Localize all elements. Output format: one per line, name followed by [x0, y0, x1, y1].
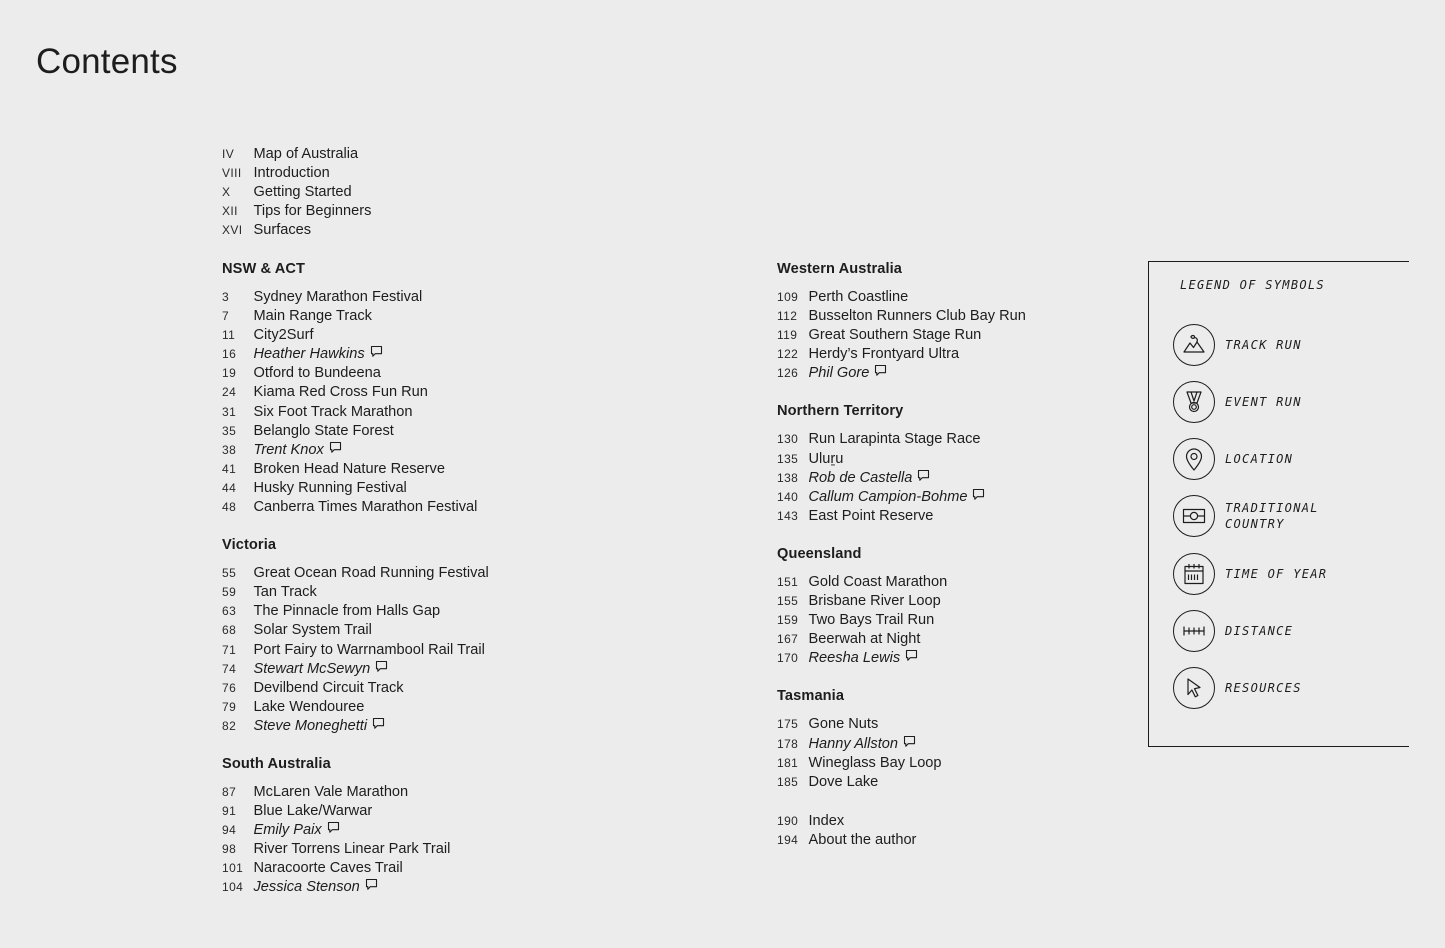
page-number: XVI [222, 223, 243, 238]
speech-bubble-icon [372, 717, 385, 730]
speech-bubble-icon [365, 878, 378, 891]
entry-title: Introduction [253, 165, 330, 182]
page-number: 38 [222, 442, 237, 457]
toc-entry[interactable] [222, 183, 371, 202]
entry-title: Six Foot Track Marathon [253, 403, 413, 420]
page-number: 98 [222, 842, 237, 857]
interview-name: Steve Moneghetti [253, 717, 368, 734]
page-number: 48 [222, 500, 237, 515]
speech-bubble-icon [327, 821, 340, 834]
legend-item [1173, 379, 1335, 425]
toc-entry[interactable] [222, 422, 489, 441]
entry-title: Getting Started [253, 184, 352, 201]
toc-entry[interactable] [222, 383, 489, 402]
interview-name: Heather Hawkins [253, 346, 365, 363]
toc-entry[interactable] [777, 488, 1026, 507]
page-number: 181 [777, 755, 799, 770]
page-number: 16 [222, 347, 237, 362]
toc-section [222, 535, 489, 736]
mountain-icon [1173, 324, 1215, 366]
entry-title: Port Fairy to Warrnambool Rail Trail [253, 641, 485, 658]
interview-name: Stewart McSewyn [253, 660, 371, 677]
legend-item [1173, 493, 1335, 539]
page-number: XII [222, 204, 238, 219]
toc-entry[interactable] [222, 840, 489, 859]
entry-title: Husky Running Festival [253, 479, 407, 496]
page-number: 130 [777, 432, 799, 447]
page-number: 44 [222, 480, 237, 495]
entry-title: Blue Lake/Warwar [253, 803, 373, 820]
entry-title: Devilbend Circuit Track [253, 679, 404, 696]
toc-entry[interactable] [777, 573, 1026, 592]
section-heading: Western Australia [777, 261, 902, 277]
page-number: 104 [222, 880, 244, 895]
page-number: 31 [222, 404, 237, 419]
entry-title: Uluṟu [808, 450, 844, 467]
page-number: 122 [777, 347, 799, 362]
interview-name: Hanny Allston [808, 735, 899, 752]
entry-title: Great Ocean Road Running Festival [253, 565, 489, 582]
page-number: 87 [222, 784, 237, 799]
toc-entry[interactable] [777, 831, 1026, 850]
page-number: 79 [222, 699, 237, 714]
toc-entry[interactable] [777, 592, 1026, 611]
interview-name: Callum Campion-Bohme [808, 488, 968, 505]
legend-label: TRADITIONAL COUNTRY [1225, 501, 1319, 531]
toc-entry[interactable] [777, 450, 1026, 469]
section-heading: NSW & ACT [222, 261, 306, 277]
entry-title: Lake Wendouree [253, 698, 365, 715]
entry-title: Belanglo State Forest [253, 422, 394, 439]
toc-entry[interactable] [777, 307, 1026, 326]
toc-entry[interactable] [222, 802, 489, 821]
page-number: 55 [222, 566, 237, 581]
page-number: 74 [222, 661, 237, 676]
page-number: 19 [222, 366, 237, 381]
page-number: 143 [777, 508, 799, 523]
speech-bubble-icon [917, 469, 930, 482]
medal-icon [1173, 381, 1215, 423]
page-number: 82 [222, 718, 237, 733]
toc-entry[interactable] [222, 326, 489, 345]
toc-entry[interactable] [222, 403, 489, 422]
toc-entry[interactable] [777, 715, 1026, 734]
speech-bubble-icon [972, 488, 985, 501]
page-number: 71 [222, 642, 237, 657]
page-number: 151 [777, 574, 799, 589]
legend-title: LEGEND OF SYMBOLS [1180, 278, 1325, 292]
entry-title: Great Southern Stage Run [808, 327, 982, 344]
toc-entry[interactable] [777, 649, 1026, 668]
page-number: 91 [222, 804, 237, 819]
page-number: 11 [222, 328, 236, 343]
page-number: 170 [777, 651, 799, 666]
toc-entry[interactable] [222, 783, 489, 802]
toc-entry[interactable] [777, 812, 1026, 831]
page-number: 3 [222, 290, 230, 304]
entry-title: Run Larapinta Stage Race [808, 431, 981, 448]
toc-entry[interactable] [777, 288, 1026, 307]
toc-entry[interactable] [222, 479, 489, 498]
contents-column-left [222, 259, 489, 916]
entry-title: Index [808, 812, 845, 829]
toc-entry[interactable] [222, 859, 489, 878]
toc-entry[interactable] [222, 564, 489, 583]
page-number: 24 [222, 385, 237, 400]
legend-label: TRACK RUN [1225, 338, 1302, 352]
interview-name: Rob de Castella [808, 469, 913, 486]
toc-entry[interactable] [777, 326, 1026, 345]
entry-title: Broken Head Nature Reserve [253, 460, 445, 477]
toc-entry[interactable] [777, 430, 1026, 449]
page-number: 126 [777, 366, 799, 381]
section-heading: Queensland [777, 545, 862, 562]
toc-entry[interactable] [777, 735, 1026, 754]
legend-item [1173, 322, 1335, 368]
page-number: 76 [222, 680, 237, 695]
entry-title: Map of Australia [253, 146, 359, 162]
speech-bubble-icon [903, 735, 916, 748]
entry-title: Perth Coastline [808, 289, 909, 305]
page-number: 140 [777, 489, 799, 504]
page-number: 112 [777, 309, 798, 324]
page-number: 59 [222, 585, 237, 600]
page-number: 109 [777, 290, 799, 304]
entry-title: Naracoorte Caves Trail [253, 860, 403, 877]
interview-name: Reesha Lewis [808, 650, 901, 667]
speech-bubble-icon [375, 660, 388, 673]
entry-title: Beerwah at Night [808, 631, 921, 648]
flag-icon [1173, 495, 1215, 537]
entry-title: Brisbane River Loop [808, 593, 941, 610]
page-number: 175 [777, 717, 799, 732]
toc-entry[interactable] [222, 288, 489, 307]
toc-entry[interactable] [222, 821, 489, 840]
toc-section [222, 259, 489, 517]
speech-bubble-icon [874, 364, 887, 377]
section-heading: Tasmania [777, 688, 845, 705]
toc-entry[interactable] [222, 345, 489, 364]
interview-name: Trent Knox [253, 441, 324, 458]
toc-section [222, 754, 489, 898]
page-number: VIII [222, 166, 242, 181]
toc-entry[interactable] [222, 202, 371, 221]
speech-bubble-icon [370, 345, 383, 358]
toc-section [777, 686, 1026, 791]
speech-bubble-icon [329, 441, 342, 454]
entry-title: Otford to Bundeena [253, 365, 381, 382]
closing-list [777, 812, 1026, 850]
page-number: 167 [777, 632, 799, 647]
page-number: 190 [777, 813, 799, 828]
page-number: 35 [222, 423, 237, 438]
entry-title: Tan Track [253, 584, 317, 601]
toc-entry[interactable] [222, 717, 489, 736]
entry-title: McLaren Vale Marathon [253, 783, 409, 800]
page-number: 159 [777, 613, 799, 628]
page-number: 63 [222, 604, 237, 619]
toc-entry[interactable] [777, 469, 1026, 488]
entry-title: Gone Nuts [808, 716, 879, 733]
toc-entry[interactable] [777, 754, 1026, 773]
entry-title: About the author [808, 831, 917, 848]
entry-title: River Torrens Linear Park Trail [253, 841, 451, 858]
toc-entry[interactable] [222, 583, 489, 602]
toc-entry[interactable] [222, 164, 371, 183]
toc-entry[interactable] [222, 660, 489, 679]
toc-entry[interactable] [777, 611, 1026, 630]
toc-entry[interactable] [222, 364, 489, 383]
entry-title: Dove Lake [808, 773, 879, 790]
section-heading: Victoria [222, 537, 277, 554]
page-number: X [222, 185, 231, 200]
toc-entry[interactable] [222, 621, 489, 640]
toc-entry[interactable] [222, 221, 371, 240]
legend-box [1148, 261, 1409, 747]
toc-entry[interactable] [222, 878, 489, 897]
section-heading: Northern Territory [777, 403, 904, 420]
toc-entry[interactable] [222, 307, 489, 326]
entry-title: Tips for Beginners [253, 203, 372, 220]
page-number: 101 [222, 861, 244, 876]
entry-title: Gold Coast Marathon [808, 573, 948, 590]
contents-column-right [777, 259, 1026, 850]
entry-title: The Pinnacle from Halls Gap [253, 603, 441, 620]
entry-title: Kiama Red Cross Fun Run [253, 384, 428, 401]
legend-item [1173, 665, 1335, 711]
page-number: 138 [777, 470, 799, 485]
toc-entry[interactable] [222, 679, 489, 698]
cursor-icon [1173, 667, 1215, 709]
page-number: IV [222, 147, 235, 161]
calendar-icon [1173, 553, 1215, 595]
map-pin-icon [1173, 438, 1215, 480]
toc-section [777, 401, 1026, 525]
page-number: 185 [777, 774, 799, 789]
page-number: 194 [777, 832, 799, 847]
page-number: 155 [777, 594, 799, 609]
legend-label: RESOURCES [1225, 681, 1302, 695]
toc-entry[interactable] [777, 364, 1026, 383]
entry-title: Solar System Trail [253, 622, 372, 639]
legend-item [1173, 551, 1335, 597]
page-number: 7 [222, 309, 230, 324]
legend-label: EVENT RUN [1225, 395, 1302, 409]
page-number: 94 [222, 823, 237, 838]
entry-title: Wineglass Bay Loop [808, 754, 942, 771]
legend-label: LOCATION [1225, 452, 1294, 466]
entry-title: East Point Reserve [808, 507, 934, 524]
toc-entry[interactable] [222, 460, 489, 479]
entry-title: Surfaces [253, 222, 312, 239]
page-number: 119 [777, 328, 798, 343]
toc-entry[interactable] [222, 602, 489, 621]
toc-entry[interactable] [777, 773, 1026, 792]
toc-entry[interactable] [777, 507, 1026, 526]
entry-title: City2Surf [253, 327, 314, 344]
toc-entry[interactable] [222, 498, 489, 517]
toc-section [777, 544, 1026, 668]
toc-entry[interactable] [222, 698, 489, 717]
interview-name: Jessica Stenson [253, 879, 360, 896]
entry-title: Canberra Times Marathon Festival [253, 499, 478, 516]
entry-title: Busselton Runners Club Bay Run [808, 308, 1026, 325]
legend-item [1173, 436, 1335, 482]
entry-title: Two Bays Trail Run [808, 612, 935, 629]
section-heading: South Australia [222, 755, 331, 772]
intro-list [222, 145, 371, 240]
toc-entry[interactable] [777, 345, 1026, 364]
toc-section [777, 259, 1026, 383]
page-number: 135 [777, 451, 799, 466]
page-number: 178 [777, 736, 799, 751]
interview-name: Phil Gore [808, 365, 870, 382]
legend-label: DISTANCE [1225, 624, 1294, 638]
legend-label: TIME OF YEAR [1225, 567, 1328, 581]
speech-bubble-icon [905, 649, 918, 662]
toc-entry[interactable] [222, 441, 489, 460]
entry-title: Main Range Track [253, 308, 372, 325]
entry-title: Sydney Marathon Festival [253, 289, 423, 305]
entry-title: Herdy’s Frontyard Ultra [808, 346, 960, 363]
interview-name: Emily Paix [253, 822, 322, 839]
distance-icon [1173, 610, 1215, 652]
toc-entry[interactable] [777, 630, 1026, 649]
toc-entry[interactable] [222, 145, 371, 164]
page-title: Contents [36, 42, 178, 81]
legend-item [1173, 608, 1335, 654]
page-number: 68 [222, 623, 237, 638]
page-number: 41 [222, 461, 237, 476]
toc-entry[interactable] [222, 641, 489, 660]
